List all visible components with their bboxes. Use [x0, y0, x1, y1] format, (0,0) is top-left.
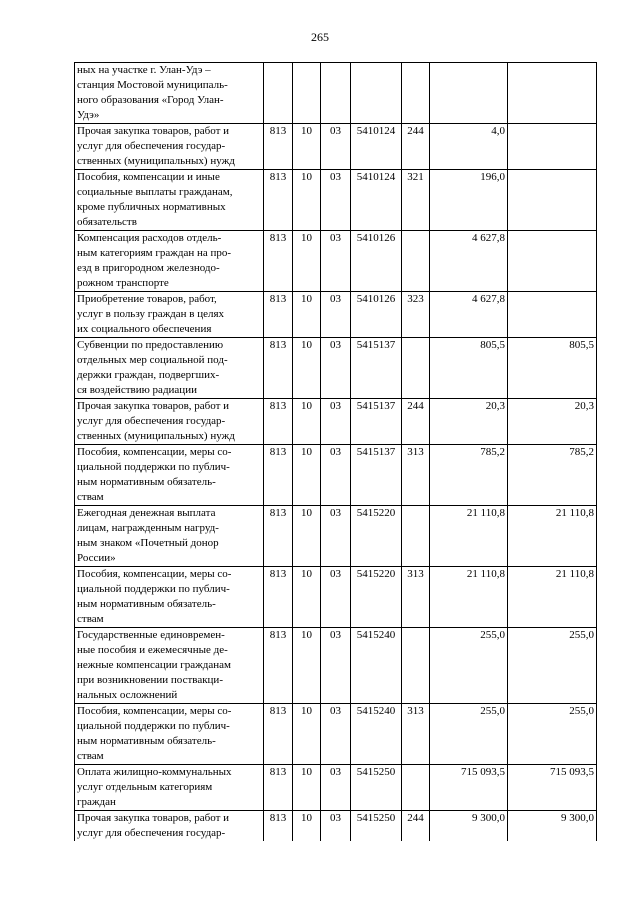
table-row [75, 399, 597, 445]
expense-name-cell: Оплата жилищно-коммунальных услуг отдельным категориям граждан [75, 765, 264, 811]
subsection-code-cell: 03 [321, 399, 351, 445]
ministry-code-cell: 813 [264, 231, 293, 292]
target-article-cell: 5410126 [351, 292, 402, 338]
table-row [75, 765, 597, 811]
amount-cell: 255,0 [430, 628, 508, 704]
table-row [75, 292, 597, 338]
section-code-cell: 10 [293, 628, 321, 704]
amount-cell: 21 110,8 [430, 506, 508, 567]
ministry-code-cell: 813 [264, 445, 293, 506]
section-code-cell: 10 [293, 506, 321, 567]
target-article-cell: 5415240 [351, 628, 402, 704]
table-row [75, 567, 597, 628]
expense-name-cell: Пособия, компенсации, меры со- циальной поддержки по публич- ным нормативным обязатель- ствам [75, 567, 264, 628]
expense-name-cell: Пособия, компенсации, меры со- циальной поддержки по публич- ным нормативным обязатель- ствам [75, 445, 264, 506]
target-article-cell: 5415137 [351, 399, 402, 445]
expense-type-cell: 244 [402, 399, 430, 445]
subsection-code-cell: 03 [321, 628, 351, 704]
amount-cell: 805,5 [430, 338, 508, 399]
budget-table [74, 62, 597, 841]
table-row [75, 124, 597, 170]
section-code-cell: 10 [293, 445, 321, 506]
expense-type-cell: 244 [402, 124, 430, 170]
ministry-code-cell: 813 [264, 292, 293, 338]
table-row [75, 338, 597, 399]
amount-federal-cell [508, 292, 597, 338]
table-row [75, 506, 597, 567]
target-article-cell [351, 63, 402, 124]
target-article-cell: 5410124 [351, 124, 402, 170]
ministry-code-cell: 813 [264, 399, 293, 445]
amount-federal-cell: 715 093,5 [508, 765, 597, 811]
amount-cell: 785,2 [430, 445, 508, 506]
subsection-code-cell: 03 [321, 704, 351, 765]
section-code-cell: 10 [293, 811, 321, 842]
section-code-cell: 10 [293, 567, 321, 628]
amount-federal-cell: 805,5 [508, 338, 597, 399]
expense-type-cell: 244 [402, 811, 430, 842]
expense-name-cell: Приобретение товаров, работ, услуг в пользу граждан в целях их социального обеспечения [75, 292, 264, 338]
target-article-cell: 5410124 [351, 170, 402, 231]
section-code-cell: 10 [293, 170, 321, 231]
ministry-code-cell: 813 [264, 704, 293, 765]
amount-federal-cell: 21 110,8 [508, 567, 597, 628]
subsection-code-cell: 03 [321, 445, 351, 506]
expense-name-cell: Прочая закупка товаров, работ и услуг для обеспечения государ- ственных (муниципальных) нужд [75, 124, 264, 170]
subsection-code-cell [321, 63, 351, 124]
section-code-cell: 10 [293, 338, 321, 399]
amount-federal-cell: 785,2 [508, 445, 597, 506]
subsection-code-cell: 03 [321, 170, 351, 231]
subsection-code-cell: 03 [321, 231, 351, 292]
expense-type-cell [402, 628, 430, 704]
table-row [75, 231, 597, 292]
amount-cell [430, 63, 508, 124]
target-article-cell: 5410126 [351, 231, 402, 292]
subsection-code-cell: 03 [321, 506, 351, 567]
target-article-cell: 5415250 [351, 811, 402, 842]
target-article-cell: 5415137 [351, 338, 402, 399]
table-row [75, 63, 597, 124]
expense-type-cell: 313 [402, 567, 430, 628]
page-number: 265 [311, 30, 329, 44]
table-row [75, 170, 597, 231]
subsection-code-cell: 03 [321, 124, 351, 170]
section-code-cell: 10 [293, 399, 321, 445]
table-row [75, 811, 597, 842]
expense-type-cell: 323 [402, 292, 430, 338]
amount-cell: 255,0 [430, 704, 508, 765]
expense-name-cell: Пособия, компенсации, меры со- циальной поддержки по публич- ным нормативным обязатель- ствам [75, 704, 264, 765]
amount-federal-cell: 20,3 [508, 399, 597, 445]
section-code-cell [293, 63, 321, 124]
ministry-code-cell: 813 [264, 628, 293, 704]
expense-name-cell: Ежегодная денежная выплата лицам, награжденным нагруд- ным знаком «Почетный донор России» [75, 506, 264, 567]
expense-type-cell [402, 765, 430, 811]
expense-name-cell: Прочая закупка товаров, работ и услуг для обеспечения государ- [75, 811, 264, 842]
expense-name-cell: Прочая закупка товаров, работ и услуг для обеспечения государ- ственных (муниципальных) нужд [75, 399, 264, 445]
ministry-code-cell [264, 63, 293, 124]
ministry-code-cell: 813 [264, 506, 293, 567]
expense-name-cell: Государственные единовремен- ные пособия и ежемесячные де- нежные компенсации гражданам при возникновении поствакци- нальных осложнений [75, 628, 264, 704]
subsection-code-cell: 03 [321, 765, 351, 811]
expense-name-cell: Пособия, компенсации и иные социальные выплаты гражданам, кроме публичных нормативных обязательств [75, 170, 264, 231]
target-article-cell: 5415240 [351, 704, 402, 765]
target-article-cell: 5415250 [351, 765, 402, 811]
amount-cell: 196,0 [430, 170, 508, 231]
target-article-cell: 5415220 [351, 506, 402, 567]
expense-type-cell: 313 [402, 704, 430, 765]
table-body [75, 63, 597, 842]
target-article-cell: 5415220 [351, 567, 402, 628]
amount-federal-cell: 21 110,8 [508, 506, 597, 567]
expense-name-cell: ных на участке г. Улан-Удэ – станция Мостовой муниципаль- ного образования «Город Улан- Удэ» [75, 63, 264, 124]
amount-cell: 715 093,5 [430, 765, 508, 811]
ministry-code-cell: 813 [264, 124, 293, 170]
section-code-cell: 10 [293, 124, 321, 170]
subsection-code-cell: 03 [321, 811, 351, 842]
amount-federal-cell [508, 63, 597, 124]
section-code-cell: 10 [293, 704, 321, 765]
amount-cell: 9 300,0 [430, 811, 508, 842]
amount-federal-cell [508, 231, 597, 292]
section-code-cell: 10 [293, 292, 321, 338]
expense-name-cell: Компенсация расходов отдель- ным категориям граждан на про- езд в пригородном железнодо- рожном транспорте [75, 231, 264, 292]
target-article-cell: 5415137 [351, 445, 402, 506]
expense-type-cell [402, 231, 430, 292]
expense-type-cell: 313 [402, 445, 430, 506]
ministry-code-cell: 813 [264, 170, 293, 231]
subsection-code-cell: 03 [321, 338, 351, 399]
amount-cell: 21 110,8 [430, 567, 508, 628]
subsection-code-cell: 03 [321, 292, 351, 338]
expense-type-cell [402, 63, 430, 124]
ministry-code-cell: 813 [264, 567, 293, 628]
amount-cell: 4 627,8 [430, 231, 508, 292]
amount-federal-cell [508, 170, 597, 231]
table-row [75, 704, 597, 765]
table-row [75, 445, 597, 506]
ministry-code-cell: 813 [264, 765, 293, 811]
expense-name-cell: Субвенции по предоставлению отдельных мер социальной под- держки граждан, подвергших- ся воздействию радиации [75, 338, 264, 399]
ministry-code-cell: 813 [264, 338, 293, 399]
amount-cell: 20,3 [430, 399, 508, 445]
expense-type-cell [402, 338, 430, 399]
expense-type-cell [402, 506, 430, 567]
expense-type-cell: 321 [402, 170, 430, 231]
section-code-cell: 10 [293, 231, 321, 292]
amount-federal-cell: 9 300,0 [508, 811, 597, 842]
amount-federal-cell: 255,0 [508, 628, 597, 704]
ministry-code-cell: 813 [264, 811, 293, 842]
amount-cell: 4,0 [430, 124, 508, 170]
amount-federal-cell [508, 124, 597, 170]
amount-cell: 4 627,8 [430, 292, 508, 338]
subsection-code-cell: 03 [321, 567, 351, 628]
table-row [75, 628, 597, 704]
section-code-cell: 10 [293, 765, 321, 811]
amount-federal-cell: 255,0 [508, 704, 597, 765]
